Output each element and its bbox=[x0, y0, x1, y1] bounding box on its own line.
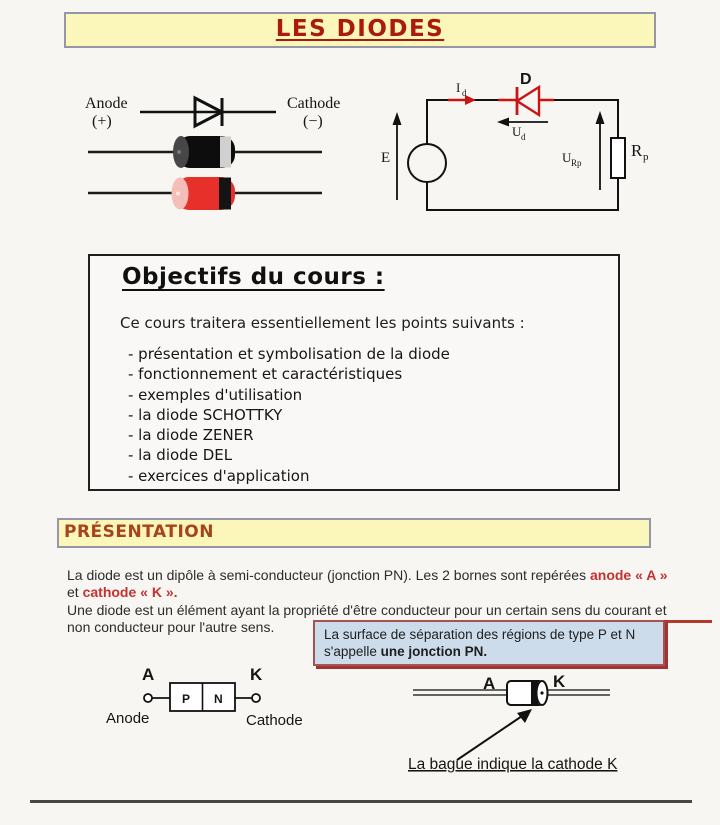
anode-terminal-label: A bbox=[142, 666, 155, 684]
source-voltage-arrow bbox=[393, 112, 402, 200]
junction-note-box bbox=[313, 620, 665, 666]
paragraph-text: Une diode est un élément ayant la propriété d'être conducteur pour un certain sens du courant et bbox=[67, 601, 667, 618]
note-line-1: La surface de séparation des régions de type P et N bbox=[324, 627, 636, 642]
resistor-body bbox=[611, 138, 625, 178]
objective-item: - présentation et symbolisation de la diode bbox=[128, 345, 450, 363]
objectives-intro: Ce cours traitera essentiellement les points suivants : bbox=[120, 314, 525, 332]
ud-label: U bbox=[512, 124, 522, 139]
diode-symbol-red bbox=[498, 87, 554, 115]
diode-symbol bbox=[140, 98, 276, 126]
anode-term: anode « A » bbox=[589, 567, 668, 583]
presentation-heading: PRÉSENTATION bbox=[64, 522, 214, 542]
paragraph-text: et bbox=[67, 584, 79, 601]
page-title: LES DIODES bbox=[275, 16, 445, 42]
note-line-2: s'appelle bbox=[324, 643, 377, 659]
red-diode-image bbox=[88, 177, 322, 210]
band-caption: La bague indique la cathode K bbox=[408, 756, 618, 773]
cathode-terminal-label: K bbox=[553, 672, 566, 691]
p-region-label: P bbox=[182, 692, 191, 706]
presentation-banner bbox=[57, 518, 651, 548]
anode-terminal-label: A bbox=[483, 674, 496, 693]
n-region-label: N bbox=[214, 692, 223, 706]
cathode-polarity: (−) bbox=[303, 113, 323, 130]
objectives-list bbox=[128, 344, 450, 486]
source-label: E bbox=[381, 150, 391, 166]
diode-symbol-figure bbox=[78, 88, 378, 220]
resistor-label: R bbox=[631, 141, 643, 160]
bottom-rule bbox=[30, 800, 692, 803]
objectives-heading: Objectifs du cours : bbox=[122, 264, 385, 290]
pn-junction-figure bbox=[100, 666, 325, 730]
objective-item: - fonctionnement et caractéristiques bbox=[128, 365, 403, 384]
resistor-subscript: p bbox=[643, 151, 649, 163]
anode-polarity: (+) bbox=[92, 113, 112, 130]
objective-item: - la diode DEL bbox=[128, 446, 233, 465]
cathode-band-figure bbox=[405, 668, 670, 776]
paragraph-text: non conducteur pour l'autre sens. bbox=[67, 618, 275, 635]
pn-schematic bbox=[144, 683, 260, 711]
anode-label: Anode bbox=[85, 95, 128, 112]
diode-body-drawing bbox=[413, 681, 610, 705]
wire-loop bbox=[427, 100, 618, 210]
diode-label: D bbox=[520, 71, 532, 88]
current-label: I bbox=[456, 80, 461, 95]
note-jonction-pn: une jonction PN. bbox=[380, 643, 488, 659]
objective-item: - la diode ZENER bbox=[128, 426, 254, 445]
cathode-term: cathode « K ». bbox=[82, 584, 178, 601]
title-banner bbox=[64, 12, 656, 48]
voltage-source bbox=[408, 144, 446, 182]
pointer-arrow bbox=[457, 709, 532, 760]
cathode-caption: Cathode bbox=[246, 712, 303, 729]
black-diode-image bbox=[88, 136, 322, 168]
anode-caption: Anode bbox=[106, 710, 150, 727]
objective-item: - exemples d'utilisation bbox=[128, 385, 303, 404]
cathode-label: Cathode bbox=[287, 95, 341, 112]
urp-arrow bbox=[596, 111, 605, 190]
ud-arrow bbox=[497, 118, 548, 127]
ud-subscript: d bbox=[521, 132, 526, 142]
objective-item: - exercices d'application bbox=[128, 466, 310, 485]
current-subscript: d bbox=[462, 88, 467, 98]
urp-subscript: Rp bbox=[571, 158, 582, 168]
objectives-box bbox=[88, 254, 620, 491]
cathode-terminal-label: K bbox=[250, 666, 263, 684]
objective-item: - la diode SCHOTTKY bbox=[128, 405, 283, 424]
urp-label: U bbox=[562, 150, 572, 165]
note-border-extension bbox=[664, 620, 712, 623]
circuit-figure bbox=[378, 66, 688, 221]
paragraph-text: La diode est un dipôle à semi-conducteur (jonction PN). Les 2 bornes sont repérées bbox=[67, 567, 587, 583]
